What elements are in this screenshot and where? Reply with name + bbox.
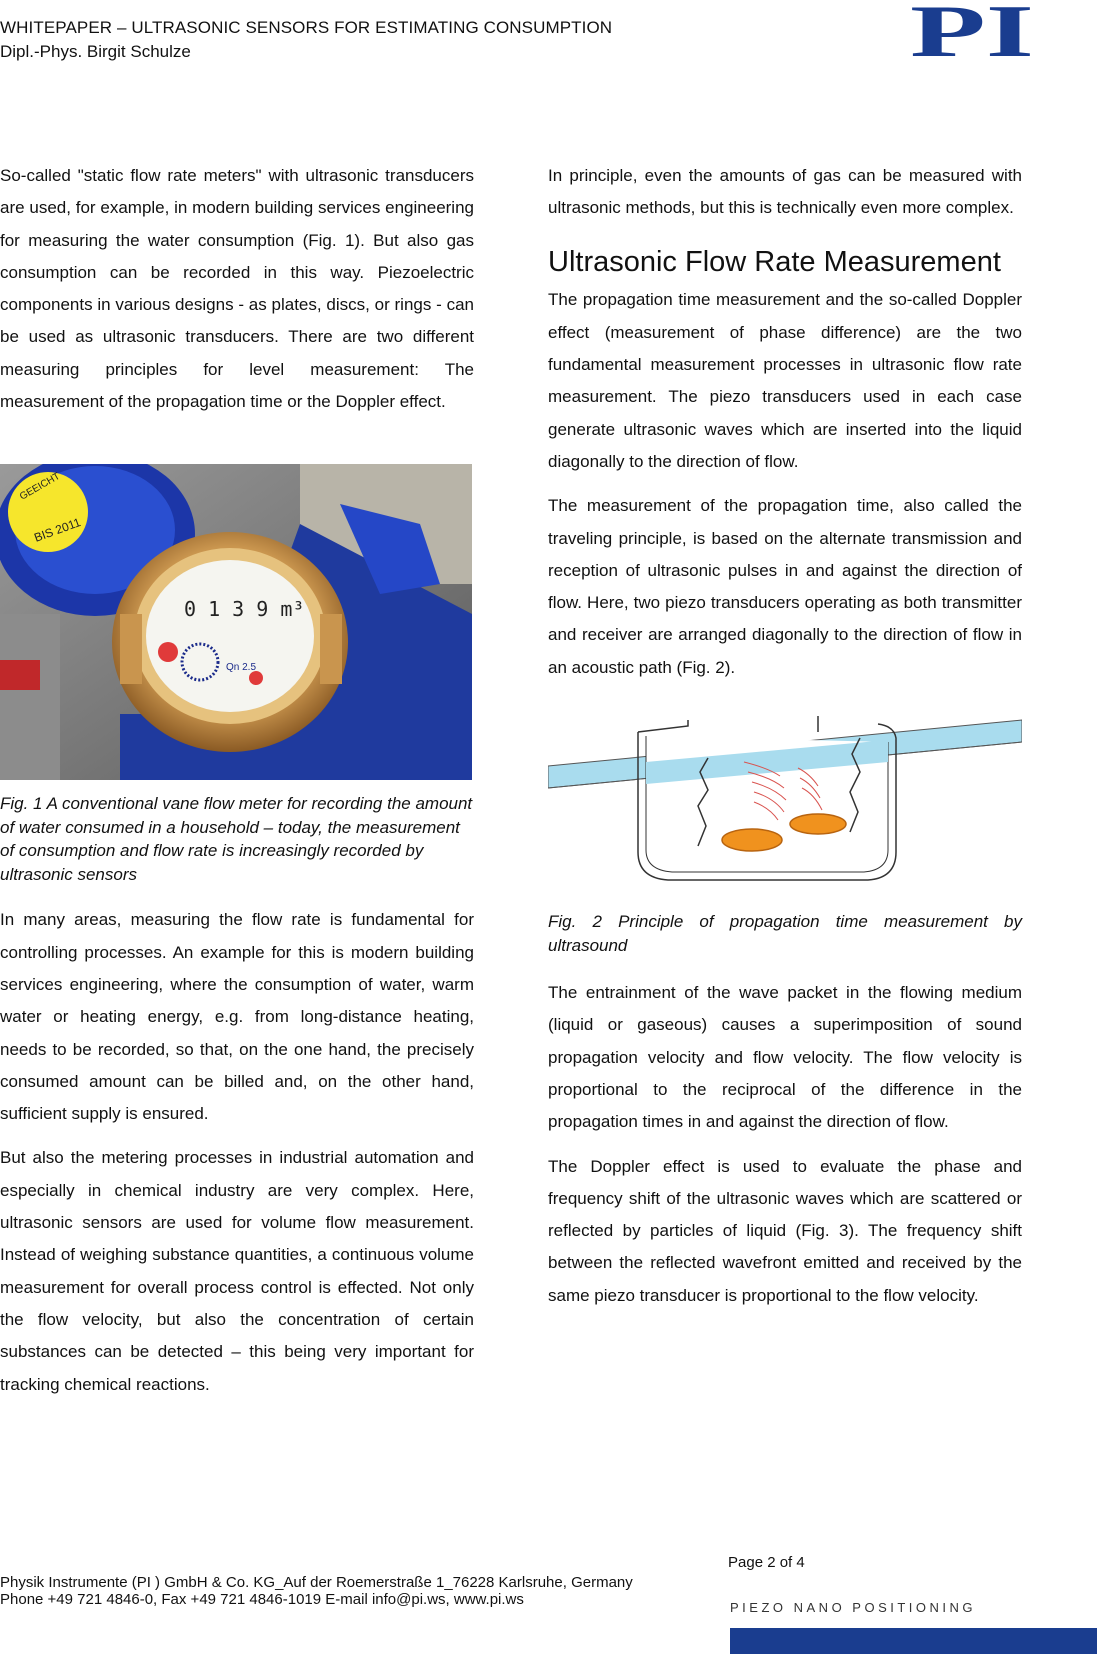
stamp-year-label: BIS 2011 <box>32 515 83 546</box>
water-meter-illustration <box>0 464 472 780</box>
footer-brand-bar <box>730 1628 1097 1654</box>
logo-text: PI <box>910 0 1034 62</box>
propagation-time-diagram <box>548 702 1022 894</box>
footer-tagline: PIEZO NANO POSITIONING <box>730 1600 977 1615</box>
figure-1-caption: Fig. 1 A conventional vane flow meter for recording the amount of water consumed in a household – today, the measurement of consumption and flow rate is increasingly recorded by ultrasonic sensors <box>0 794 473 884</box>
header-author: Dipl.-Phys. Birgit Schulze <box>0 42 191 61</box>
figure-2-caption: Fig. 2 Principle of propagation time measurement by ultrasound <box>548 912 1022 955</box>
dial-text: Qn 2.5 <box>226 662 257 674</box>
paragraph-doppler: The Doppler effect is used to evaluate the phase and frequency shift of the ultrasonic waves which are scattered or reflected by particles of liquid (Fig. 3). The frequency shift between the reflected wavefront emitted and received by the same piezo transducer is proportional to the flow velocity. <box>548 1156 1022 1305</box>
footer-address <box>0 1574 633 1608</box>
right-column <box>548 160 1022 1324</box>
footer-contact: Phone +49 721 4846-0, Fax +49 721 4846-1019 E-mail info@pi.ws, www.pi.ws <box>0 1591 524 1608</box>
header-title: WHITEPAPER – ULTRASONIC SENSORS FOR ESTIMATING CONSUMPTION <box>0 18 613 37</box>
paragraph-traveling-principle: The measurement of the propagation time, also called the traveling principle, is based on the alternate transmission and reception of ultrasonic pulses in and against the direction of flow. Here, two piezo transducers operating as both transmitter and receiver are arranged diagonally to the direction of flow in an acoustic path (Fig. 2). <box>548 496 1022 677</box>
paragraph-entrainment: The entrainment of the wave packet in the flowing medium (liquid or gaseous) causes a superimposition of sound propagation velocity and flow velocity. The flow velocity is proportional to the reciprocal of the difference in the propagation times in and against the direction of flow. <box>548 983 1022 1132</box>
left-column <box>0 160 474 1413</box>
page-number: Page 2 of 4 <box>728 1554 805 1571</box>
figure-2-diagram <box>548 702 1022 894</box>
figure-1-water-meter-photo <box>0 464 472 780</box>
paragraph-gas: In principle, even the amounts of gas can be measured with ultrasonic methods, but this is technically even more complex. <box>548 166 1022 218</box>
paragraph-flow-rate: In many areas, measuring the flow rate is fundamental for controlling processes. An example for this is modern building services engineering, where the consumption of water, warm water or heating energy, e.g. from long-distance heating, needs to be recorded, so that, on the one hand, the precisely consumed amount can be billed and, on the other hand, sufficient supply is ensured. <box>0 910 474 1124</box>
paragraph-industrial: But also the metering processes in industrial automation and especially in chemical industry are very complex. Here, ultrasonic sensors are used for volume flow measurement. Instead of weighing substance quantities, a continuous volume measurement for overall process control is effected. Not only the flow velocity, but also the concentration of certain substances can be detected – this being very important for tracking chemical reactions. <box>0 1148 474 1394</box>
intro-paragraph: So-called "static flow rate meters" with ultrasonic transducers are used, for example, in modern building services engineering for measuring the water consumption (Fig. 1). But also gas consumption can be recorded in this way. Piezoelectric components in various designs - as plates, discs, or rings - can be used as ultrasonic transducers. There are two different measuring principles for level measurement: The measurement of the propagation time or the Doppler effect. <box>0 166 474 412</box>
section-heading: Ultrasonic Flow Rate Measurement <box>548 245 1001 278</box>
footer-company: Physik Instrumente (PI ) GmbH & Co. KG_Auf der Roemerstraße 1_76228 Karlsruhe, Germany <box>0 1574 633 1591</box>
counter-digits: 0 1 3 9 m³ <box>184 597 305 622</box>
stamp-top-label: GEEICHT <box>18 471 62 503</box>
paragraph-propagation-doppler: The propagation time measurement and the so-called Doppler effect (measurement of phase difference) are the two fundamental measurement processes in ultrasonic flow rate measurement. The piezo transducers used in each case generate ultrasonic waves which are inserted into the liquid diagonally to the direction of flow. <box>548 290 1022 471</box>
pi-logo <box>908 0 1036 62</box>
